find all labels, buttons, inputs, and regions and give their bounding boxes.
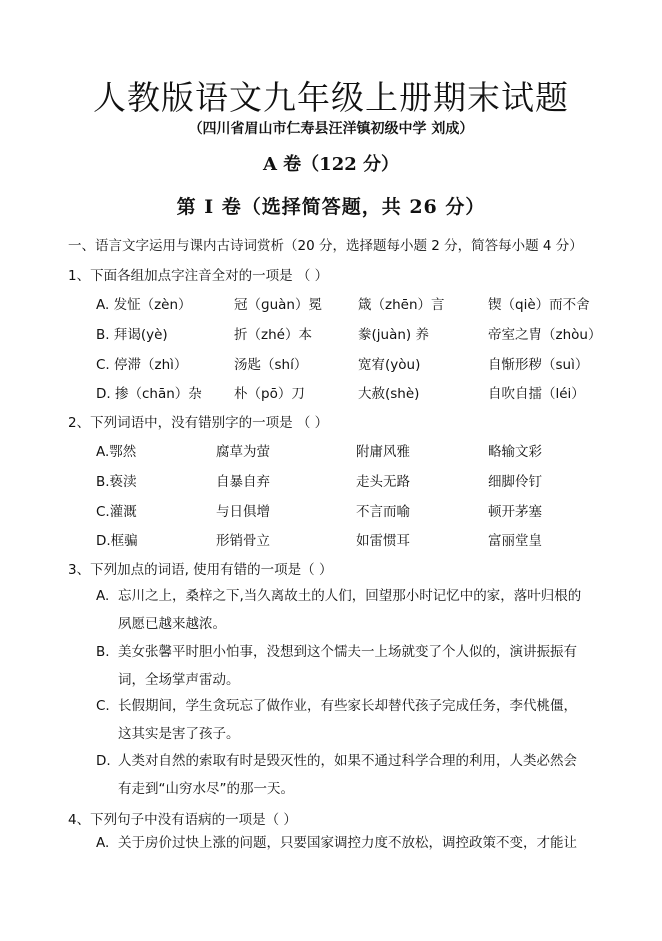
option-text-line: 夙愿已越来越浓。 [118, 616, 226, 632]
q1-cell: 箴（zhēn）言 [358, 297, 445, 313]
q2-cell: 附庸风雅 [356, 444, 410, 460]
q2-cell: 如雷惯耳 [356, 533, 410, 549]
q2-cell: 细脚伶钉 [488, 474, 542, 490]
q1-cell: 锲（qiè）而不舍 [488, 297, 590, 313]
q4-option-a [96, 829, 596, 857]
q1-cell: 自惭形秽（suì） [488, 357, 589, 373]
q1-cell: 豢(juàn) 养 [358, 327, 429, 343]
q2-cell: B.亵渎 [96, 474, 137, 490]
q2-cell: C.灌溉 [96, 504, 137, 520]
author-subtitle: （四川省眉山市仁寿县汪洋镇初级中学 刘成） [188, 121, 474, 137]
q2-cell: 腐草为萤 [216, 444, 270, 460]
q2-cell: 形销骨立 [216, 533, 270, 549]
option-text-line: 有走到“山穷水尽”的那一天。 [118, 781, 294, 797]
q2-cell: A.鄂然 [96, 444, 137, 460]
option-text-line: 长假期间，学生贪玩忘了做作业，有些家长却替代孩子完成任务，李代桃僵， [118, 698, 577, 714]
option-label: D. [96, 753, 111, 769]
q1-cell: 冠（ɡuàn）冕 [234, 297, 322, 313]
q1-cell: 大赦(shè) [358, 386, 420, 402]
exam-title: 人教版语文九年级上册期末试题 [93, 78, 569, 117]
question-3-stem: 3、下列加点的词语, 使用有错的一项是（ ） [68, 562, 333, 578]
q1-cell: 宽宥(yòu) [358, 357, 421, 373]
option-text-line: 词，全场掌声雷动。 [118, 672, 240, 688]
q1-cell: 朴（pō）刀 [234, 386, 305, 402]
q2-cell: 与日俱增 [216, 504, 270, 520]
question-4-stem: 4、下列句子中没有语病的一项是（ ） [68, 812, 297, 828]
q1-cell: 自吹自擂（léi） [488, 386, 585, 402]
q2-cell: 顿开茅塞 [488, 504, 542, 520]
q1-cell: A. 发怔（zèn） [96, 297, 192, 313]
option-text-line: 关于房价过快上涨的问题，只要国家调控力度不放松，调控政策不变，才能让 [118, 835, 577, 851]
q2-cell: D.框骗 [96, 533, 138, 549]
q3-option-a [96, 582, 596, 638]
option-label: B. [96, 644, 110, 660]
question-1-stem: 1、下面各组加点字注音全对的一项是 （ ） [68, 268, 329, 284]
option-text-line: 人类对自然的索取有时是毁灭性的，如果不通过科学合理的利用，人类必然会 [118, 753, 577, 769]
q2-cell: 不言而喻 [356, 504, 410, 520]
q2-cell: 富丽堂皇 [488, 533, 542, 549]
q1-cell: C. 停滞（zhì） [96, 357, 188, 373]
q2-cell: 自暴自弃 [216, 474, 270, 490]
q1-cell: B. 拜谒(yè) [96, 327, 168, 343]
q3-option-d [96, 747, 596, 803]
q3-option-b [96, 638, 596, 694]
volume-i-heading: 第 I 卷（选择简答题，共 26 分） [176, 196, 486, 218]
q2-cell: 略输文彩 [488, 444, 542, 460]
q1-cell: 折（zhé）本 [234, 327, 312, 343]
volume-a-heading: A 卷（122 分） [262, 154, 400, 175]
option-label: A. [96, 588, 110, 604]
q2-cell: 走头无路 [356, 474, 410, 490]
q1-cell: D. 掺（chān）杂 [96, 386, 202, 402]
option-label: C. [96, 698, 110, 714]
q1-cell: 汤匙（shí） [234, 357, 308, 373]
option-label: A. [96, 835, 110, 851]
q3-option-c [96, 692, 596, 748]
option-text-line: 忘川之上，桑梓之下,当久离故土的人们，回望那小时记忆中的家，落叶归根的 [118, 588, 582, 604]
option-text-line: 这其实是害了孩子。 [118, 726, 240, 742]
section-heading: 一、语言文字运用与课内古诗词赏析（20 分，选择题每小题 2 分，简答每小题 4 分） [68, 238, 583, 254]
option-text-line: 美女张馨平时胆小怕事，没想到这个懦夫一上场就变了个人似的，演讲振振有 [118, 644, 577, 660]
question-2-stem: 2、下列词语中，没有错别字的一项是 （ ） [68, 415, 329, 431]
q1-cell: 帝室之胄（zhòu） [488, 327, 602, 343]
